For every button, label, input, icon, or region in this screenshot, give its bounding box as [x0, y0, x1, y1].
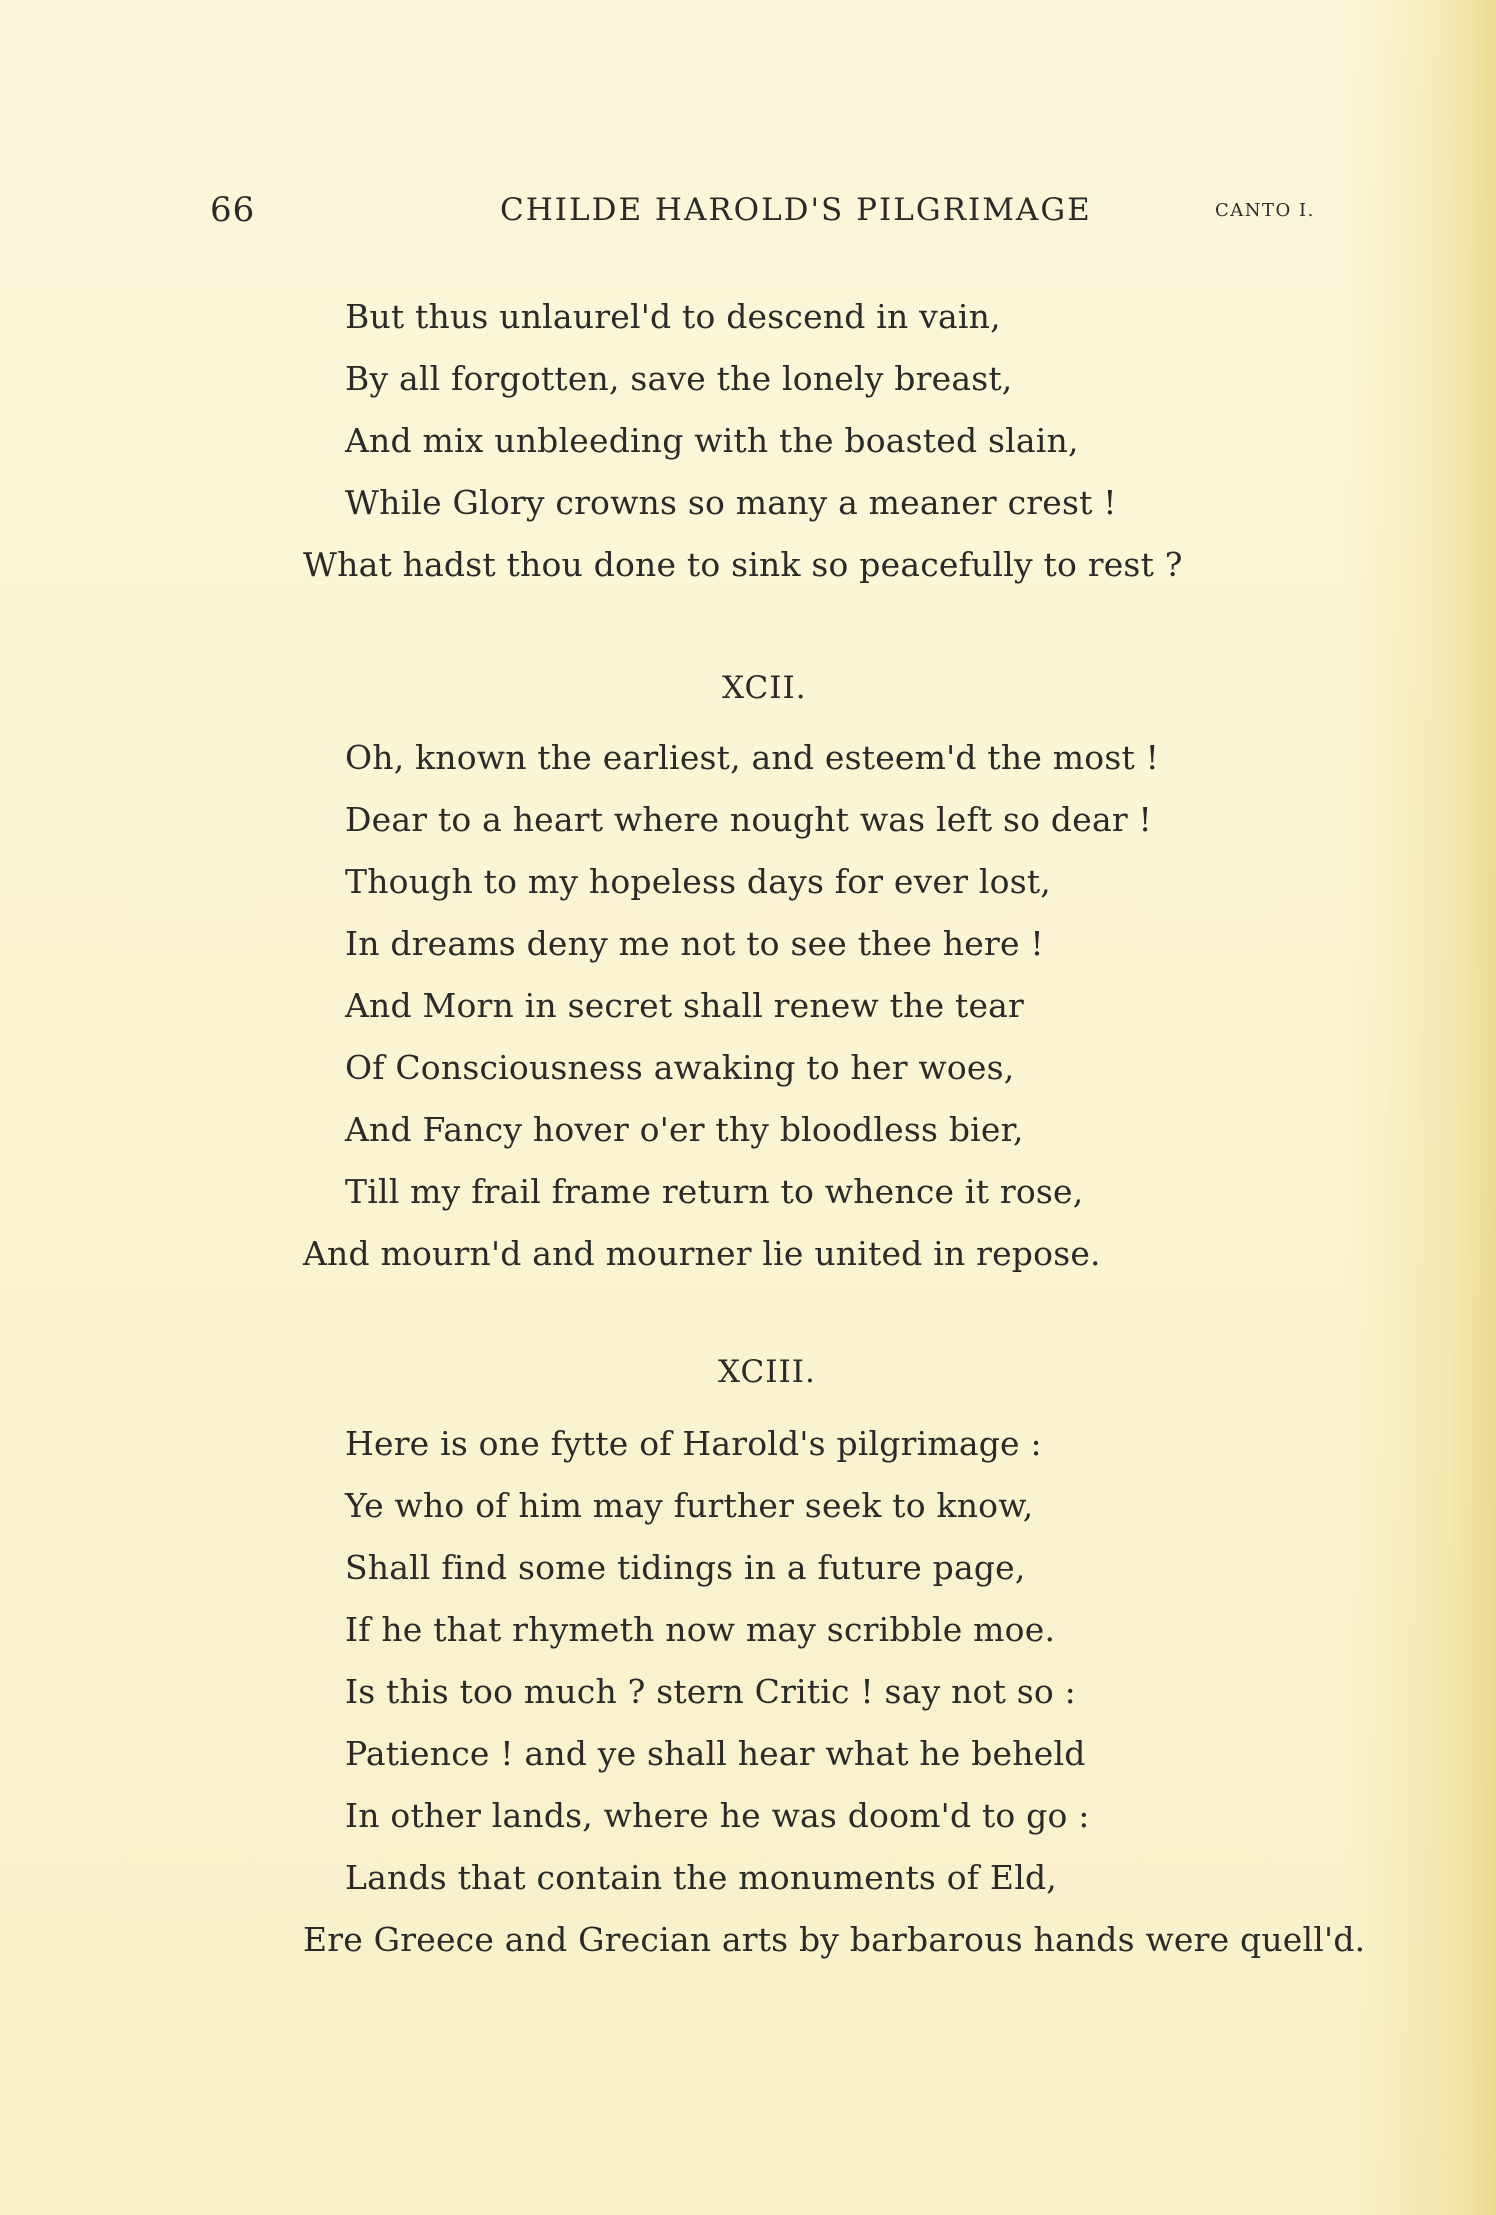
canto-label: CANTO I. — [1215, 200, 1315, 221]
page-number: 66 — [210, 190, 256, 230]
verse-line: Though to my hopeless days for ever lost, — [345, 862, 1052, 901]
verse-line: Of Consciousness awaking to her woes, — [345, 1048, 1015, 1087]
verse-line: Till my frail frame return to whence it rose, — [345, 1172, 1084, 1211]
verse-line: While Glory crowns so many a meaner crest ! — [345, 483, 1117, 522]
verse-line: By all forgotten, save the lonely breast, — [345, 359, 1013, 398]
running-header — [210, 190, 1330, 240]
verse-line: But thus unlaurel'd to descend in vain, — [345, 297, 1001, 336]
verse-line: And mix unbleeding with the boasted slain, — [345, 421, 1079, 460]
verse-line: Lands that contain the monuments of Eld, — [345, 1858, 1057, 1897]
verse-line: Ye who of him may further seek to know, — [345, 1486, 1034, 1525]
verse-line: In dreams deny me not to see thee here ! — [345, 924, 1044, 963]
stanza-numeral: XCIII. — [718, 1354, 816, 1390]
verse-line: Ere Greece and Grecian arts by barbarous hands were quell'd. — [303, 1920, 1366, 1959]
verse-line: And Fancy hover o'er thy bloodless bier, — [345, 1110, 1024, 1149]
verse-line: Here is one fytte of Harold's pilgrimage : — [345, 1424, 1042, 1463]
verse-line: And Morn in secret shall renew the tear — [345, 986, 1025, 1025]
verse-line: If he that rhymeth now may scribble moe. — [345, 1610, 1056, 1649]
running-title: CHILDE HAROLD'S PILGRIMAGE — [500, 192, 1092, 228]
verse-line: Patience ! and ye shall hear what he beheld — [345, 1734, 1086, 1773]
stanza-numeral: XCII. — [722, 670, 807, 706]
verse-line: Shall find some tidings in a future page, — [345, 1548, 1026, 1587]
verse-line: Oh, known the earliest, and esteem'd the most ! — [345, 738, 1160, 777]
verse-line: In other lands, where he was doom'd to go : — [345, 1796, 1090, 1835]
verse-line: And mourn'd and mourner lie united in repose. — [303, 1234, 1101, 1273]
verse-line: Is this too much ? stern Critic ! say not so : — [345, 1672, 1076, 1711]
verse-line: What hadst thou done to sink so peacefully to rest ? — [303, 545, 1183, 584]
verse-line: Dear to a heart where nought was left so dear ! — [345, 800, 1152, 839]
